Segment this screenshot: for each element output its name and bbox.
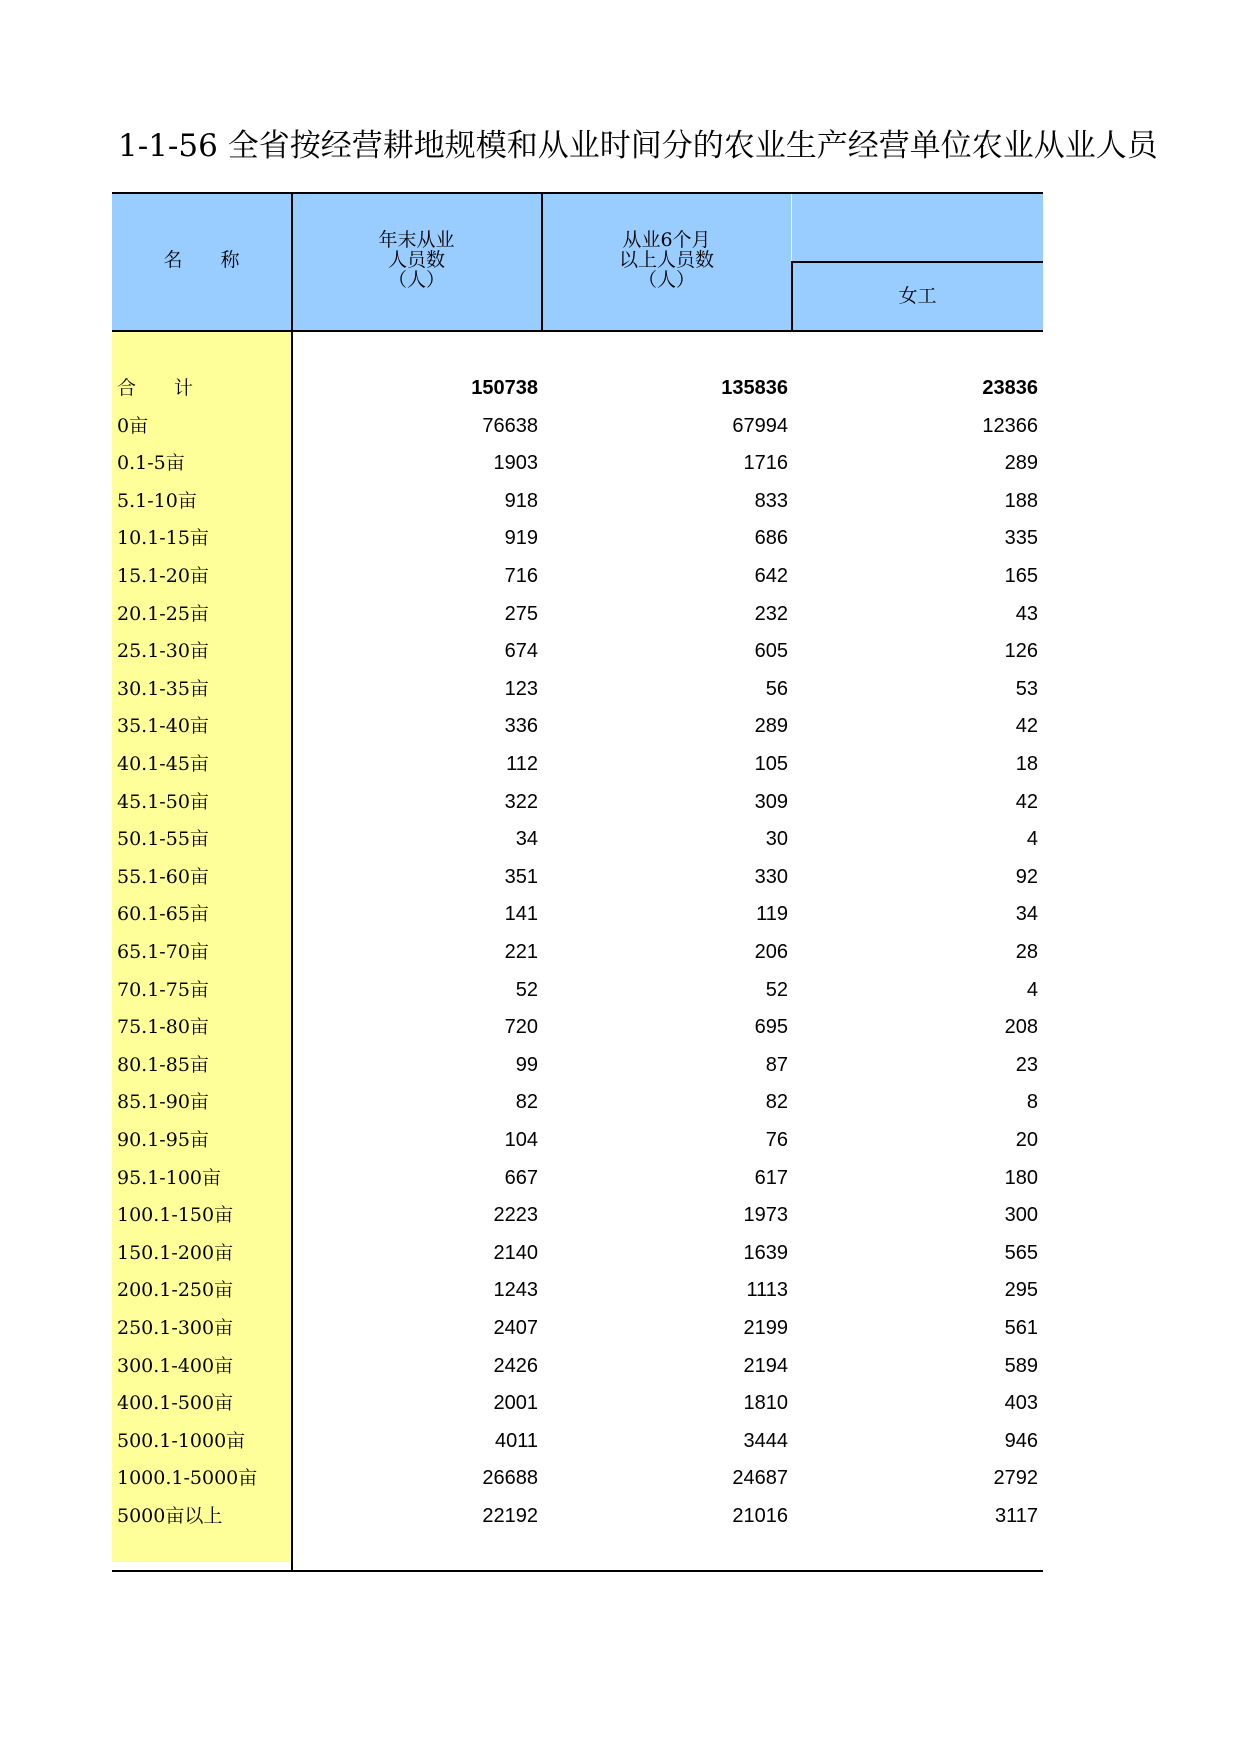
row-value-col1: 52: [515, 978, 538, 1001]
row-value-col1: 112: [506, 753, 538, 775]
row-value-col1: 123: [504, 677, 538, 700]
row-label: 1000.1-5000亩: [117, 1467, 258, 1490]
row-value-col2: 135836: [721, 377, 788, 399]
row-label: 75.1-80亩: [117, 1016, 209, 1039]
row-value-col1: 150738: [471, 377, 538, 399]
table-row: [112, 408, 1043, 445]
row-value-col1: 667: [504, 1166, 538, 1189]
header-col1-line1: 年末从业: [378, 229, 455, 251]
row-value-col1: 2223: [493, 1204, 538, 1227]
row-value-col3: 188: [1004, 489, 1038, 512]
row-value-col3: 403: [1004, 1392, 1038, 1415]
row-value-col3: 335: [1004, 527, 1038, 550]
table-row: [112, 1423, 1043, 1460]
row-label: 30.1-35亩: [117, 677, 209, 700]
row-value-col2: 1639: [743, 1241, 788, 1264]
table-row: [112, 1310, 1043, 1347]
row-value-col1: 919: [504, 527, 538, 550]
row-value-col1: 275: [504, 602, 538, 625]
row-value-col3: 18: [1015, 753, 1038, 775]
row-value-col3: 4: [1026, 978, 1038, 1001]
row-value-col3: 295: [1004, 1279, 1038, 1302]
row-value-col1: 4011: [494, 1429, 538, 1452]
table-row: [112, 633, 1043, 670]
row-label: 85.1-90亩: [117, 1091, 209, 1114]
divider-col1: [541, 192, 543, 330]
row-value-col3: 42: [1015, 790, 1038, 813]
row-value-col2: 206: [754, 941, 788, 963]
header-col2-line1: 从业6个月: [622, 229, 711, 251]
row-value-col2: 67994: [732, 414, 788, 437]
table-row: [112, 1460, 1043, 1497]
row-value-col2: 30: [765, 828, 788, 851]
row-value-col1: 99: [515, 1053, 538, 1076]
row-value-col3: 165: [1004, 565, 1038, 587]
header-col1-line3: （人）: [387, 269, 445, 291]
row-label: 100.1-150亩: [117, 1204, 234, 1227]
row-label: 300.1-400亩: [117, 1354, 234, 1377]
table-row: [112, 972, 1043, 1009]
row-label: 70.1-75亩: [117, 978, 209, 1001]
row-value-col3: 3117: [994, 1505, 1038, 1527]
data-table: [112, 192, 1043, 1572]
header-col1-line2: 人员数: [387, 249, 445, 271]
row-value-col3: 20: [1015, 1129, 1038, 1151]
row-label: 5000亩以上: [117, 1505, 223, 1527]
row-value-col1: 2140: [493, 1241, 538, 1264]
row-value-col3: 42: [1015, 715, 1038, 738]
table-row: [112, 784, 1043, 821]
row-label: 400.1-500亩: [117, 1392, 234, 1415]
table-row: [112, 1348, 1043, 1385]
table-row: [112, 1047, 1043, 1084]
row-value-col3: 12366: [982, 414, 1038, 437]
row-label: 500.1-1000亩: [117, 1429, 246, 1452]
row-label: 50.1-55亩: [117, 828, 209, 851]
row-value-col2: 119: [756, 903, 788, 926]
row-value-col1: 26688: [482, 1467, 538, 1490]
row-value-col3: 2792: [993, 1467, 1038, 1490]
header-bottom-border: [112, 330, 1043, 332]
row-value-col2: 56: [765, 677, 788, 700]
row-label: 35.1-40亩: [117, 715, 209, 738]
table-row: [112, 671, 1043, 708]
row-label: 90.1-95亩: [117, 1129, 209, 1151]
row-value-col2: 3444: [743, 1429, 788, 1452]
row-label: 65.1-70亩: [117, 941, 209, 963]
table-row: [112, 483, 1043, 520]
table-row: [112, 558, 1043, 595]
header-col2: [542, 230, 791, 290]
row-label: 200.1-250亩: [117, 1279, 234, 1302]
row-label: 45.1-50亩: [117, 790, 209, 813]
table-row: [112, 596, 1043, 633]
row-value-col1: 104: [504, 1129, 538, 1151]
row-value-col2: 105: [754, 753, 788, 775]
row-value-col2: 82: [765, 1091, 788, 1114]
row-value-col1: 918: [504, 489, 538, 512]
row-value-col2: 695: [754, 1016, 788, 1039]
row-value-col2: 330: [754, 865, 788, 888]
table-row-total: [112, 370, 1043, 407]
header-col2-line3: （人）: [637, 269, 695, 291]
row-value-col3: 126: [1004, 640, 1038, 663]
row-label: 5.1-10亩: [117, 489, 197, 512]
table-row: [112, 1498, 1043, 1535]
row-value-col3: 565: [1004, 1241, 1038, 1264]
divider-col2: [791, 261, 793, 330]
table-row: [112, 934, 1043, 971]
row-value-col1: 720: [504, 1016, 538, 1039]
header-col3: 女工: [898, 285, 937, 307]
row-value-col3: 289: [1004, 452, 1038, 475]
table-row: [112, 746, 1043, 783]
row-value-col1: 221: [504, 941, 538, 963]
row-label: 95.1-100亩: [117, 1166, 221, 1189]
row-value-col2: 642: [754, 565, 788, 587]
table-row: [112, 896, 1043, 933]
row-value-col2: 1973: [743, 1204, 788, 1227]
row-value-col2: 24687: [732, 1467, 788, 1490]
row-label: 15.1-20亩: [117, 565, 209, 587]
row-label: 0亩: [117, 414, 149, 437]
row-value-col2: 232: [754, 602, 788, 625]
row-value-col1: 1903: [493, 452, 538, 475]
table-row: [112, 1122, 1043, 1159]
table-row: [112, 708, 1043, 745]
table-row: [112, 1197, 1043, 1234]
row-label: 25.1-30亩: [117, 640, 209, 663]
row-value-col3: 300: [1004, 1204, 1038, 1227]
row-value-col1: 82: [515, 1091, 538, 1114]
row-value-col1: 2001: [493, 1392, 538, 1415]
row-value-col2: 76: [765, 1129, 788, 1151]
row-value-col3: 208: [1004, 1016, 1038, 1039]
row-value-col2: 2199: [743, 1317, 788, 1339]
row-label: 80.1-85亩: [117, 1053, 209, 1076]
table-row: [112, 1009, 1043, 1046]
row-value-col2: 289: [754, 715, 788, 738]
table-row: [112, 821, 1043, 858]
table-row: [112, 1235, 1043, 1272]
row-value-col3: 8: [1026, 1091, 1038, 1114]
row-value-col3: 23836: [982, 377, 1038, 399]
row-value-col1: 322: [504, 790, 538, 813]
table-bottom-border: [112, 1570, 1043, 1572]
row-label: 40.1-45亩: [117, 753, 209, 775]
row-value-col2: 833: [754, 489, 788, 512]
row-label: 150.1-200亩: [117, 1241, 234, 1264]
row-value-col1: 716: [504, 565, 538, 587]
row-value-col2: 1113: [746, 1279, 788, 1302]
table-row: [112, 1385, 1043, 1422]
header-name: 名 称: [163, 249, 240, 271]
row-value-col1: 351: [504, 865, 538, 888]
header-sub-border: [792, 261, 1043, 263]
table-row: [112, 859, 1043, 896]
row-value-col3: 589: [1004, 1354, 1038, 1377]
row-value-col3: 34: [1015, 903, 1038, 926]
table-row: [112, 1272, 1043, 1309]
row-value-col2: 309: [754, 790, 788, 813]
row-label: 20.1-25亩: [117, 602, 209, 625]
row-label: 合 计: [117, 377, 194, 399]
row-value-col1: 2426: [493, 1354, 538, 1377]
row-value-col1: 1243: [493, 1279, 538, 1302]
row-value-col2: 2194: [743, 1354, 788, 1377]
row-label: 55.1-60亩: [117, 865, 209, 888]
header-col2-line2: 以上人员数: [618, 249, 714, 271]
row-value-col1: 674: [504, 640, 538, 663]
row-value-col3: 28: [1015, 941, 1038, 963]
row-value-col3: 23: [1015, 1053, 1038, 1076]
row-value-col1: 336: [504, 715, 538, 738]
row-label: 60.1-65亩: [117, 903, 209, 926]
row-value-col3: 180: [1004, 1166, 1038, 1189]
row-value-col1: 34: [515, 828, 538, 851]
row-value-col3: 946: [1004, 1429, 1038, 1452]
row-value-col1: 2407: [493, 1317, 538, 1339]
row-value-col1: 76638: [482, 414, 538, 437]
row-value-col3: 53: [1015, 677, 1038, 700]
row-value-col2: 605: [754, 640, 788, 663]
row-value-col3: 561: [1004, 1317, 1038, 1339]
table-row: [112, 445, 1043, 482]
row-value-col2: 52: [765, 978, 788, 1001]
row-label: 10.1-15亩: [117, 527, 209, 550]
row-value-col2: 686: [754, 527, 788, 550]
row-value-col3: 4: [1026, 828, 1038, 851]
row-value-col2: 617: [754, 1166, 788, 1189]
header-col1: [292, 230, 541, 290]
row-value-col3: 92: [1015, 865, 1038, 888]
row-label: 0.1-5亩: [117, 452, 185, 475]
table-row: [112, 520, 1043, 557]
table-row: [112, 1084, 1043, 1121]
row-value-col2: 1810: [743, 1392, 788, 1415]
page-title: 1-1-56 全省按经营耕地规模和从业时间分的农业生产经营单位农业从业人员: [118, 128, 1158, 164]
row-value-col2: 21016: [732, 1505, 788, 1527]
row-label: 250.1-300亩: [117, 1317, 234, 1339]
row-value-col2: 1716: [743, 452, 788, 475]
header-top-border: [112, 192, 1043, 194]
row-value-col3: 43: [1015, 602, 1038, 625]
row-value-col1: 141: [504, 903, 538, 926]
row-value-col2: 87: [765, 1053, 788, 1076]
row-value-col1: 22192: [482, 1505, 538, 1527]
table-row: [112, 1160, 1043, 1197]
